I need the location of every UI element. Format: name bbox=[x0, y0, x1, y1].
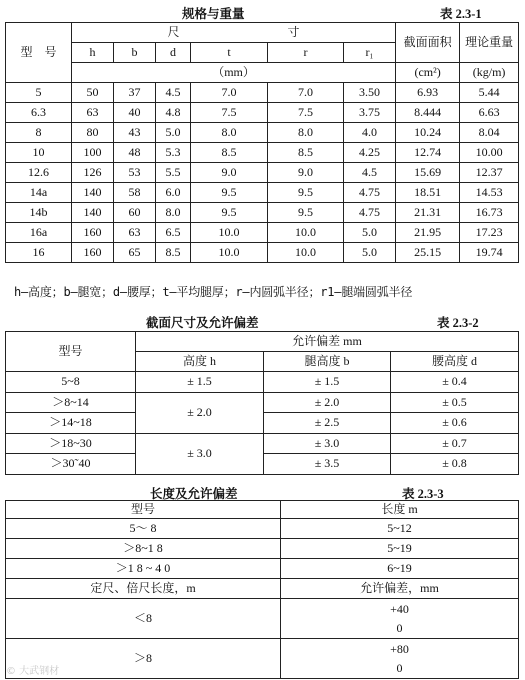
table3-number: 表 2.3-3 bbox=[402, 487, 444, 501]
t2-leg-height-header: 腿高度 b bbox=[264, 352, 391, 372]
section-tolerance-table bbox=[5, 331, 519, 475]
cell-r: 9.5 bbox=[268, 203, 344, 223]
lt8-minus: 0 bbox=[396, 620, 403, 635]
cell-d: 5.5 bbox=[156, 163, 191, 183]
table1-title: 规格与重量 bbox=[182, 7, 245, 21]
t2-height-cell: ± 1.5 bbox=[136, 372, 264, 393]
cell-h: 160 bbox=[72, 223, 114, 243]
cell-area: 21.31 bbox=[396, 203, 460, 223]
cell-r1: 5.0 bbox=[344, 243, 396, 263]
cell-t: 10.0 bbox=[191, 223, 268, 243]
cell-d: 4.8 bbox=[156, 103, 191, 123]
t2-leg-cell: ± 3.0 bbox=[264, 434, 391, 454]
area-unit: (cm²) bbox=[396, 63, 460, 83]
cell-t: 7.5 bbox=[191, 103, 268, 123]
cell-r: 10.0 bbox=[268, 243, 344, 263]
t2-model-cell: ＞30˜40 bbox=[6, 454, 136, 475]
cell-area: 12.74 bbox=[396, 143, 460, 163]
table2-title: 截面尺寸及允许偏差 bbox=[146, 316, 259, 330]
cell-d: 6.5 bbox=[156, 223, 191, 243]
cell-b: 53 bbox=[114, 163, 156, 183]
t2-model-cell: ＞14~18 bbox=[6, 413, 136, 434]
cell-t: 9.5 bbox=[191, 183, 268, 203]
cell-r: 10.0 bbox=[268, 223, 344, 243]
cell-h: 140 bbox=[72, 183, 114, 203]
spec-row bbox=[6, 83, 519, 103]
cell-h: 100 bbox=[72, 143, 114, 163]
cell-d: 6.0 bbox=[156, 183, 191, 203]
cell-model: 14b bbox=[6, 203, 72, 223]
cell-area: 8.444 bbox=[396, 103, 460, 123]
t2-height-cell: ± 2.0 bbox=[136, 393, 264, 434]
cell-b: 43 bbox=[114, 123, 156, 143]
t3-length-cell: 6~19 bbox=[281, 559, 519, 579]
cell-area: 18.51 bbox=[396, 183, 460, 203]
col-b: b bbox=[114, 43, 156, 63]
length-tolerance-table bbox=[5, 500, 519, 679]
cell-t: 8.5 bbox=[191, 143, 268, 163]
weight-unit: (kg/m) bbox=[460, 63, 519, 83]
cell-h: 80 bbox=[72, 123, 114, 143]
cell-h: 126 bbox=[72, 163, 114, 183]
col-t: t bbox=[191, 43, 268, 63]
cell-d: 8.5 bbox=[156, 243, 191, 263]
cell-r1: 4.75 bbox=[344, 183, 396, 203]
col-r1: r₁ bbox=[344, 43, 396, 63]
cell-d: 5.3 bbox=[156, 143, 191, 163]
gt8-model: ＞8 bbox=[6, 639, 281, 679]
cell-model: 14a bbox=[6, 183, 72, 203]
spec-row bbox=[6, 223, 519, 243]
cell-d: 5.0 bbox=[156, 123, 191, 143]
cell-model: 8 bbox=[6, 123, 72, 143]
cell-b: 58 bbox=[114, 183, 156, 203]
watermark: © 大武钢材 bbox=[6, 666, 60, 677]
cell-weight: 17.23 bbox=[460, 223, 519, 243]
col-d: d bbox=[156, 43, 191, 63]
gt8-tolerance bbox=[281, 639, 519, 679]
table1-number: 表 2.3-1 bbox=[440, 7, 482, 21]
t3-model-cell: ＞8~1 8 bbox=[6, 539, 281, 559]
cell-weight: 6.63 bbox=[460, 103, 519, 123]
cell-r1: 4.75 bbox=[344, 203, 396, 223]
cell-weight: 10.00 bbox=[460, 143, 519, 163]
cell-weight: 8.04 bbox=[460, 123, 519, 143]
cell-d: 4.5 bbox=[156, 83, 191, 103]
cell-t: 10.0 bbox=[191, 243, 268, 263]
size-group-header: 尺 寸 bbox=[72, 23, 396, 43]
cell-b: 48 bbox=[114, 143, 156, 163]
t2-model-cell: 5~8 bbox=[6, 372, 136, 393]
cell-area: 25.15 bbox=[396, 243, 460, 263]
unit-mm: （mm） bbox=[72, 63, 396, 83]
cell-model: 10 bbox=[6, 143, 72, 163]
cell-h: 160 bbox=[72, 243, 114, 263]
t3-model-header: 型号 bbox=[6, 501, 281, 519]
cell-weight: 19.74 bbox=[460, 243, 519, 263]
t2-leg-cell: ± 2.5 bbox=[264, 413, 391, 434]
cell-h: 140 bbox=[72, 203, 114, 223]
specs-weight-table bbox=[5, 22, 519, 263]
spec-row bbox=[6, 103, 519, 123]
legend-note: h—高度；b—腿宽；d—腰厚；t—平均腿厚；r—内圆弧半径；r1—腿端圆弧半径 bbox=[14, 285, 413, 299]
spec-row bbox=[6, 143, 519, 163]
t3-model-cell: 5～ 8 bbox=[6, 519, 281, 539]
cell-r: 7.0 bbox=[268, 83, 344, 103]
cell-model: 6.3 bbox=[6, 103, 72, 123]
table2-number: 表 2.3-2 bbox=[437, 316, 479, 330]
t2-height-cell: ± 3.0 bbox=[136, 434, 264, 475]
cell-weight: 5.44 bbox=[460, 83, 519, 103]
cell-b: 60 bbox=[114, 203, 156, 223]
cell-area: 10.24 bbox=[396, 123, 460, 143]
t3-model-cell: ＞1 8 ~ 4 0 bbox=[6, 559, 281, 579]
t2-waist-cell: ± 0.5 bbox=[391, 393, 519, 413]
t3-length-cell: 5~12 bbox=[281, 519, 519, 539]
cell-model: 12.6 bbox=[6, 163, 72, 183]
lt8-plus: +40 bbox=[390, 601, 409, 616]
t2-model-cell: ＞8~14 bbox=[6, 393, 136, 413]
t2-waist-cell: ± 0.8 bbox=[391, 454, 519, 475]
t2-model-cell: ＞18~30 bbox=[6, 434, 136, 454]
cell-weight: 12.37 bbox=[460, 163, 519, 183]
cell-r1: 4.0 bbox=[344, 123, 396, 143]
t2-tolerance-header: 允许偏差 mm bbox=[136, 332, 519, 352]
cell-weight: 16.73 bbox=[460, 203, 519, 223]
cell-h: 63 bbox=[72, 103, 114, 123]
cell-area: 21.95 bbox=[396, 223, 460, 243]
cell-r1: 5.0 bbox=[344, 223, 396, 243]
spec-row bbox=[6, 163, 519, 183]
cell-r1: 4.25 bbox=[344, 143, 396, 163]
t2-waist-cell: ± 0.4 bbox=[391, 372, 519, 393]
weight-header: 理论重量 bbox=[460, 23, 519, 63]
fixed-length-label: 定尺、倍尺长度，m bbox=[6, 579, 281, 599]
cell-area: 15.69 bbox=[396, 163, 460, 183]
cell-model: 5 bbox=[6, 83, 72, 103]
cell-r: 8.5 bbox=[268, 143, 344, 163]
spec-row bbox=[6, 183, 519, 203]
model-header: 型 号 bbox=[6, 23, 72, 83]
cell-r1: 3.75 bbox=[344, 103, 396, 123]
cell-t: 9.0 bbox=[191, 163, 268, 183]
cell-h: 50 bbox=[72, 83, 114, 103]
cell-r: 8.0 bbox=[268, 123, 344, 143]
gt8-plus: +80 bbox=[390, 641, 409, 656]
t2-waist-height-header: 腰高度 d bbox=[391, 352, 519, 372]
spec-row bbox=[6, 123, 519, 143]
cell-b: 63 bbox=[114, 223, 156, 243]
cell-r1: 3.50 bbox=[344, 83, 396, 103]
cell-model: 16a bbox=[6, 223, 72, 243]
t2-leg-cell: ± 3.5 bbox=[264, 454, 391, 475]
cell-d: 8.0 bbox=[156, 203, 191, 223]
t2-leg-cell: ± 1.5 bbox=[264, 372, 391, 393]
spec-row bbox=[6, 203, 519, 223]
t2-height-header: 高度 h bbox=[136, 352, 264, 372]
cell-area: 6.93 bbox=[396, 83, 460, 103]
col-h: h bbox=[72, 43, 114, 63]
cell-r1: 4.5 bbox=[344, 163, 396, 183]
cell-model: 16 bbox=[6, 243, 72, 263]
lt8-tolerance bbox=[281, 599, 519, 639]
t2-leg-cell: ± 2.0 bbox=[264, 393, 391, 413]
cell-r: 9.0 bbox=[268, 163, 344, 183]
area-header: 截面面积 bbox=[396, 23, 460, 63]
col-r: r bbox=[268, 43, 344, 63]
lt8-model: ＜8 bbox=[6, 599, 281, 639]
t2-waist-cell: ± 0.6 bbox=[391, 413, 519, 434]
cell-weight: 14.53 bbox=[460, 183, 519, 203]
cell-r: 9.5 bbox=[268, 183, 344, 203]
table3-title: 长度及允许偏差 bbox=[150, 487, 238, 501]
spec-row bbox=[6, 243, 519, 263]
cell-b: 65 bbox=[114, 243, 156, 263]
cell-b: 40 bbox=[114, 103, 156, 123]
t3-length-cell: 5~19 bbox=[281, 539, 519, 559]
cell-t: 7.0 bbox=[191, 83, 268, 103]
t2-waist-cell: ± 0.7 bbox=[391, 434, 519, 454]
cell-b: 37 bbox=[114, 83, 156, 103]
t2-model-header: 型号 bbox=[6, 332, 136, 372]
t3-length-header: 长度 m bbox=[281, 501, 519, 519]
cell-t: 8.0 bbox=[191, 123, 268, 143]
gt8-minus: 0 bbox=[396, 660, 403, 675]
tolerance-label: 允许偏差，mm bbox=[281, 579, 519, 599]
cell-t: 9.5 bbox=[191, 203, 268, 223]
cell-r: 7.5 bbox=[268, 103, 344, 123]
